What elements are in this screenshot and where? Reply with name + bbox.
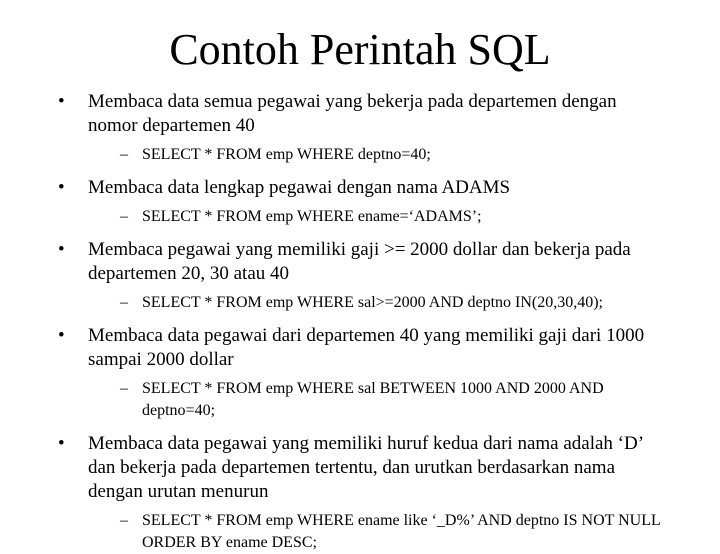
sql-example-row bbox=[120, 206, 666, 228]
dash-icon: – bbox=[120, 208, 128, 225]
bullet-icon: • bbox=[58, 91, 65, 112]
sql-example-row bbox=[120, 292, 666, 314]
bullet-text: Membaca data lengkap pegawai dengan nama ADAMS bbox=[88, 177, 511, 198]
sql-example-row bbox=[120, 510, 666, 554]
bullet-text-row bbox=[56, 90, 666, 138]
list-item bbox=[56, 432, 666, 554]
bullet-text: Membaca data pegawai yang memiliki huruf kedua dari nama adalah ‘D’ dan bekerja pada departemen tertentu, dan urutkan berdasarkan nama dengan urutan menurun bbox=[88, 433, 643, 502]
bullet-list bbox=[56, 90, 666, 554]
bullet-text-row bbox=[56, 176, 666, 200]
sql-example: SELECT * FROM emp WHERE sal BETWEEN 1000 AND 2000 AND deptno=40; bbox=[142, 380, 604, 419]
sql-example: SELECT * FROM emp WHERE sal>=2000 AND deptno IN(20,30,40); bbox=[142, 294, 603, 311]
bullet-icon: • bbox=[58, 177, 65, 198]
bullet-text-row bbox=[56, 324, 666, 372]
list-item bbox=[56, 90, 666, 166]
bullet-text: Membaca pegawai yang memiliki gaji >= 2000 dollar dan bekerja pada departemen 20, 30 atau 40 bbox=[88, 239, 631, 284]
bullet-icon: • bbox=[58, 325, 65, 346]
bullet-icon: • bbox=[58, 433, 65, 454]
sql-example: SELECT * FROM emp WHERE deptno=40; bbox=[142, 146, 431, 163]
list-item bbox=[56, 238, 666, 314]
dash-icon: – bbox=[120, 512, 128, 529]
sql-example: SELECT * FROM emp WHERE ename=‘ADAMS’; bbox=[142, 208, 482, 225]
sql-example: SELECT * FROM emp WHERE ename like ‘_D%’ AND deptno IS NOT NULL ORDER BY ename DESC; bbox=[142, 512, 661, 551]
dash-icon: – bbox=[120, 146, 128, 163]
dash-icon: – bbox=[120, 294, 128, 311]
bullet-icon: • bbox=[58, 239, 65, 260]
sql-example-row bbox=[120, 378, 666, 422]
list-item bbox=[56, 324, 666, 422]
bullet-text: Membaca data semua pegawai yang bekerja pada departemen dengan nomor departemen 40 bbox=[88, 91, 617, 136]
bullet-text: Membaca data pegawai dari departemen 40 yang memiliki gaji dari 1000 sampai 2000 dollar bbox=[88, 325, 645, 370]
sql-example-row bbox=[120, 144, 666, 166]
slide-title: Contoh Perintah SQL bbox=[169, 25, 551, 74]
dash-icon: – bbox=[120, 380, 128, 397]
list-item bbox=[56, 176, 666, 228]
bullet-text-row bbox=[56, 432, 666, 504]
bullet-text-row bbox=[56, 238, 666, 286]
